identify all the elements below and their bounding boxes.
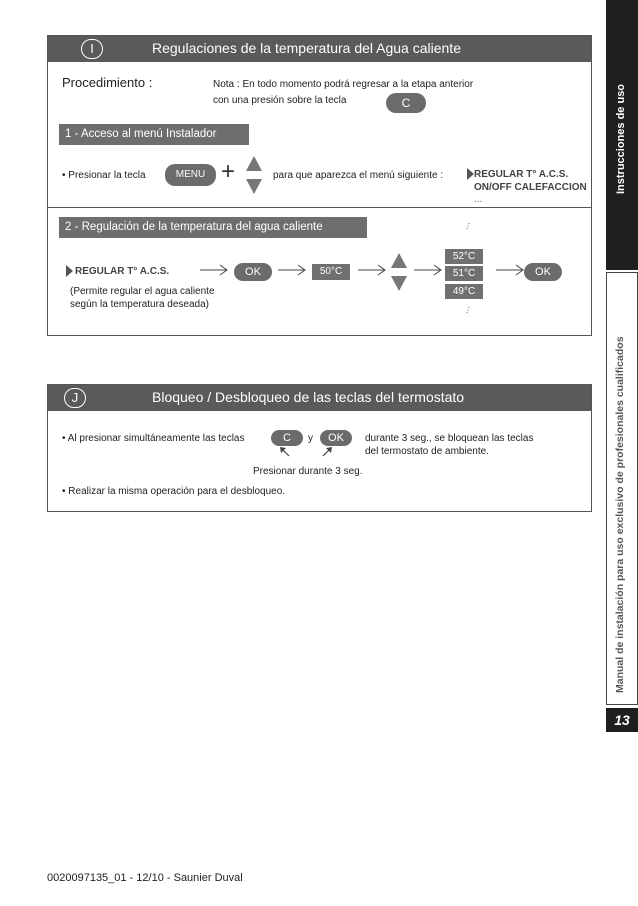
section-j-header	[48, 385, 591, 411]
arrow-right-icon	[495, 264, 525, 276]
temp-option-2: 51°C	[445, 266, 483, 281]
menu-key: MENU	[165, 164, 216, 186]
section-i-title: Regulaciones de la temperatura del Agua caliente	[152, 40, 461, 56]
press-arrow-icon	[279, 446, 291, 458]
menu-pointer-icon	[467, 168, 474, 180]
c-key-j: C	[271, 430, 303, 446]
section-j-letter: J	[64, 388, 86, 408]
j-line1-suffix-1: durante 3 seg., se bloquean las teclas	[365, 433, 534, 444]
section-i-letter: I	[81, 39, 103, 59]
nota-line-2: con una presión sobre la tecla	[213, 95, 347, 106]
plus-icon: +	[221, 158, 236, 185]
j-line2: • Realizar la misma operación para el desbloqueo.	[62, 486, 286, 497]
temp-current: 50°C	[312, 264, 350, 280]
press-arrow-icon	[321, 446, 333, 458]
procedimiento-label: Procedimiento :	[62, 75, 153, 90]
sidebar-top-label: Instrucciones de uso	[615, 83, 627, 194]
section-j	[47, 384, 592, 512]
arrow-right-icon	[413, 264, 443, 276]
temp-option-3: 49°C	[445, 284, 483, 299]
step2-pointer-icon	[66, 265, 73, 277]
page-number: 13	[606, 708, 638, 732]
step1-after-text: para que aparezca el menú siguiente :	[273, 170, 444, 181]
section-j-title: Bloqueo / Desbloqueo de las teclas del termostato	[152, 389, 465, 405]
temp-option-1: 52°C	[445, 249, 483, 264]
sidebar-tab-instrucciones	[606, 0, 638, 270]
dots-top: ...	[459, 219, 473, 232]
section-i	[47, 35, 592, 336]
c-key: C	[386, 93, 426, 113]
arrow-right-icon	[199, 264, 229, 276]
menu-item-2: ON/OFF CALEFACCION	[474, 182, 587, 193]
step2-note-line-2: según la temperatura deseada)	[70, 299, 209, 310]
footer-doc-ref: 0020097135_01 - 12/10 - Saunier Duval	[47, 872, 243, 884]
step1-press-text: • Presionar la tecla	[62, 170, 146, 181]
j-line1-prefix: • Al presionar simultáneamente las teclas	[62, 433, 245, 444]
section-i-header	[48, 36, 591, 62]
sidebar-manual-panel	[606, 272, 638, 705]
step2-item: REGULAR T° A.C.S.	[75, 266, 170, 277]
j-line1-suffix-2: del termostato de ambiente.	[365, 446, 489, 457]
step2-header: 2 - Regulación de la temperatura del agua caliente	[59, 217, 367, 238]
up-down-arrows-icon	[245, 154, 263, 196]
sidebar-bottom-label: Manual de instalación para uso exclusivo de profesionales cualificados	[614, 336, 626, 693]
ok-key-1: OK	[234, 263, 272, 281]
arrow-right-icon	[357, 264, 387, 276]
arrow-right-icon	[277, 264, 307, 276]
step1-header: 1 - Acceso al menú Instalador	[59, 124, 249, 145]
ok-key-j: OK	[320, 430, 352, 446]
step2-note-line-1: (Permite regular el agua caliente	[70, 286, 215, 297]
ok-key-2: OK	[524, 263, 562, 281]
menu-item-3: ...	[474, 194, 483, 205]
j-press-note: Presionar durante 3 seg.	[253, 466, 363, 477]
up-down-arrows-icon	[390, 251, 408, 293]
nota-line-1: Nota : En todo momento podrá regresar a la etapa anterior	[213, 79, 474, 90]
step-divider	[48, 207, 591, 208]
dots-bottom: ...	[459, 303, 473, 316]
j-y: y	[308, 433, 313, 444]
menu-item-1: REGULAR T° A.C.S.	[474, 169, 569, 180]
